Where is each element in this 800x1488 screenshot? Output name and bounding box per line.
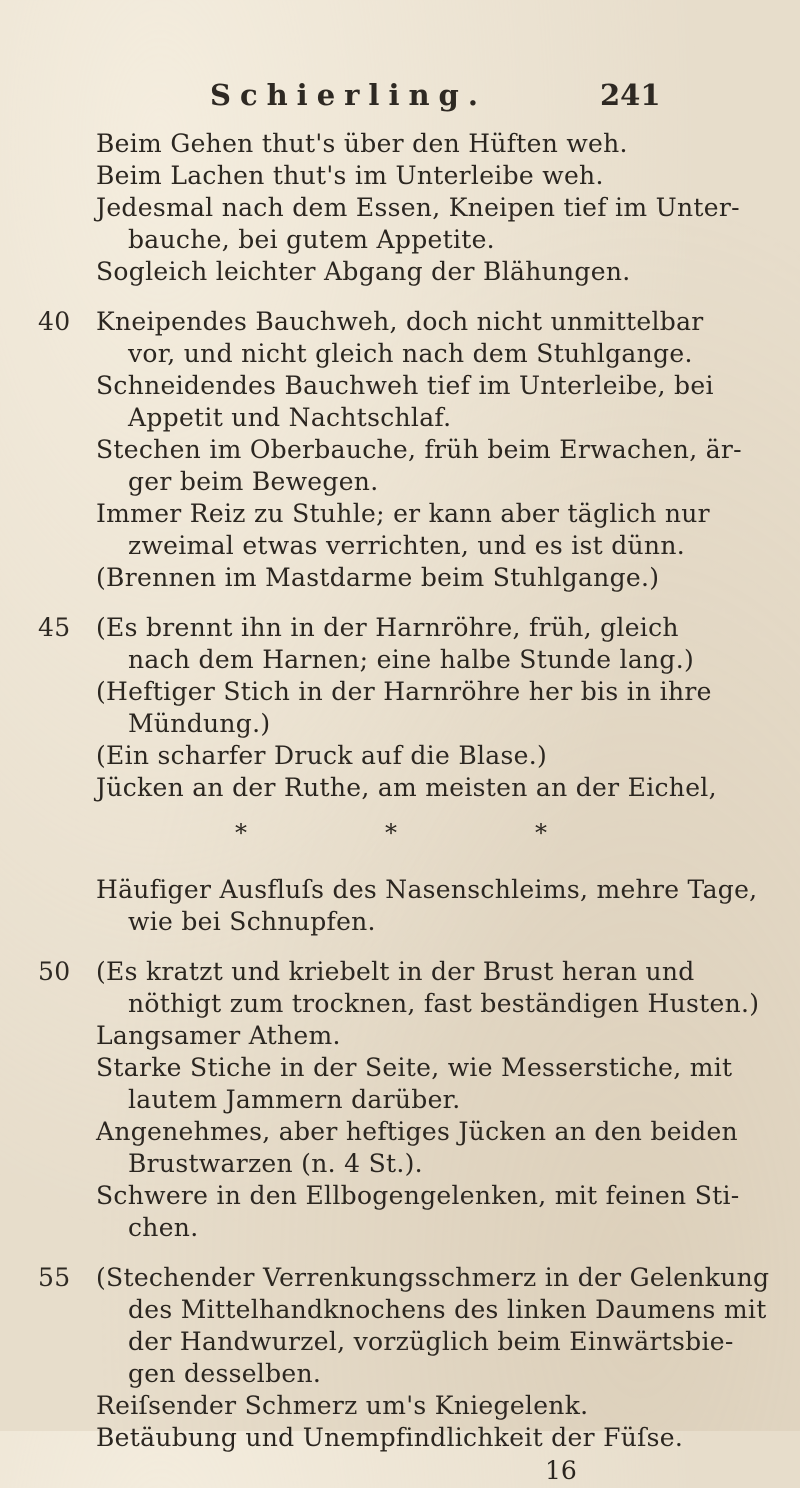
text-line: Reiſsender Schmerz um's Kniegelenk. (96, 1391, 589, 1420)
text-line: Häufiger Ausfluſs des Nasenschleims, mehre Tage, (96, 875, 758, 904)
text-line: (Heftiger Stich in der Harnröhre her bis in ihre (96, 677, 712, 706)
text-line: Schneidendes Bauchweh tief im Unterleibe, bei (96, 371, 714, 400)
signature-mark (0, 1454, 800, 1488)
line-number: 55 (38, 1263, 71, 1292)
symptom-entry (0, 1020, 800, 1052)
text-line: Beim Gehen thut's über den Hüften weh. (96, 129, 628, 158)
symptom-entry (0, 612, 800, 676)
page-number: 241 (600, 78, 661, 112)
running-head (0, 78, 800, 122)
text-line: (Brennen im Mastdarme beim Stuhlgange.) (96, 563, 660, 592)
text-line: lautem Jammern darüber. (128, 1085, 461, 1114)
symptom-entry (0, 128, 800, 160)
symptom-entry (0, 1262, 800, 1390)
text-line: Schwere in den Ellbogengelenken, mit feinen Sti- (96, 1181, 740, 1210)
text-line-content: Kneipendes Bauchweh, doch nicht unmittelbar (96, 307, 704, 336)
text-line: gen desselben. (128, 1359, 322, 1388)
text-line-content: (Es brennt ihn in der Harnröhre, früh, gleich (96, 613, 679, 642)
text-line: Brustwarzen (n. 4 St.). (128, 1149, 423, 1178)
line-number: 45 (38, 613, 71, 642)
symptom-entry (0, 1180, 800, 1244)
symptom-entry (0, 434, 800, 498)
text-line: Immer Reiz zu Stuhle; er kann aber täglich nur (96, 499, 710, 528)
body-text (0, 128, 800, 1488)
text-line: Betäubung und Unempfindlichkeit der Füſse. (96, 1423, 684, 1452)
text-line: Mündung.) (128, 709, 271, 738)
symptom-entry (0, 160, 800, 192)
text-line: Starke Stiche in der Seite, wie Messerstiche, mit (96, 1053, 733, 1082)
section-separator (0, 804, 800, 862)
text-line: (Ein scharfer Druck auf die Blase.) (96, 741, 548, 770)
running-title: Schierling. (210, 78, 487, 112)
text-line: Langsamer Athem. (96, 1021, 341, 1050)
symptom-entry (0, 1390, 800, 1422)
symptom-entry (0, 1116, 800, 1180)
line-number: 50 (38, 957, 71, 986)
text-line: nach dem Harnen; eine halbe Stunde lang.) (128, 645, 695, 674)
signature-mark-text: 16 (545, 1456, 577, 1485)
text-line: chen. (128, 1213, 199, 1242)
text-line: Jücken an der Ruthe, am meisten an der Eichel, (96, 773, 717, 802)
text-line: nöthigt zum trocknen, fast beständigen Husten.) (128, 989, 760, 1018)
text-line: ger beim Bewegen. (128, 467, 379, 496)
text-line: bauche, bei gutem Appetite. (128, 225, 495, 254)
text-line-content: (Stechender Verrenkungsschmerz in der Gelenkung (96, 1263, 770, 1292)
text-line: Sogleich leichter Abgang der Blähungen. (96, 257, 631, 286)
symptom-entry (0, 874, 800, 938)
symptom-entry (0, 562, 800, 594)
symptom-entry (0, 370, 800, 434)
text-line: Beim Lachen thut's im Unterleibe weh. (96, 161, 604, 190)
symptom-entry (0, 740, 800, 772)
text-line: wie bei Schnupfen. (128, 907, 376, 936)
text-line: des Mittelhandknochens des linken Daumens mit (128, 1295, 767, 1324)
text-line (0, 306, 800, 338)
text-line: Appetit und Nachtschlaf. (128, 403, 452, 432)
symptom-entry (0, 1052, 800, 1116)
separator-star: * (535, 819, 547, 847)
text-line: Stechen im Oberbauche, früh beim Erwachen, är- (96, 435, 742, 464)
symptom-entry (0, 192, 800, 256)
symptom-entry (0, 772, 800, 804)
text-line: der Handwurzel, vorzüglich beim Einwärtsbie- (128, 1327, 734, 1356)
symptom-entry (0, 956, 800, 1020)
text-line: Angenehmes, aber heftiges Jücken an den beiden (96, 1117, 738, 1146)
text-line: Jedesmal nach dem Essen, Kneipen tief im Unter- (96, 193, 740, 222)
text-line (0, 1262, 800, 1294)
symptom-entry (0, 498, 800, 562)
symptom-entry (0, 306, 800, 370)
text-line: zweimal etwas verrichten, und es ist dünn. (128, 531, 685, 560)
symptom-entry (0, 676, 800, 740)
text-line-content: (Es kratzt und kriebelt in der Brust heran und (96, 957, 695, 986)
symptom-entry (0, 256, 800, 288)
symptom-entry (0, 1422, 800, 1454)
text-line (0, 612, 800, 644)
line-number: 40 (38, 307, 71, 336)
separator-star: * (385, 819, 397, 847)
text-line: vor, und nicht gleich nach dem Stuhlgange. (128, 339, 693, 368)
separator-star: * (235, 819, 247, 847)
text-line (0, 956, 800, 988)
